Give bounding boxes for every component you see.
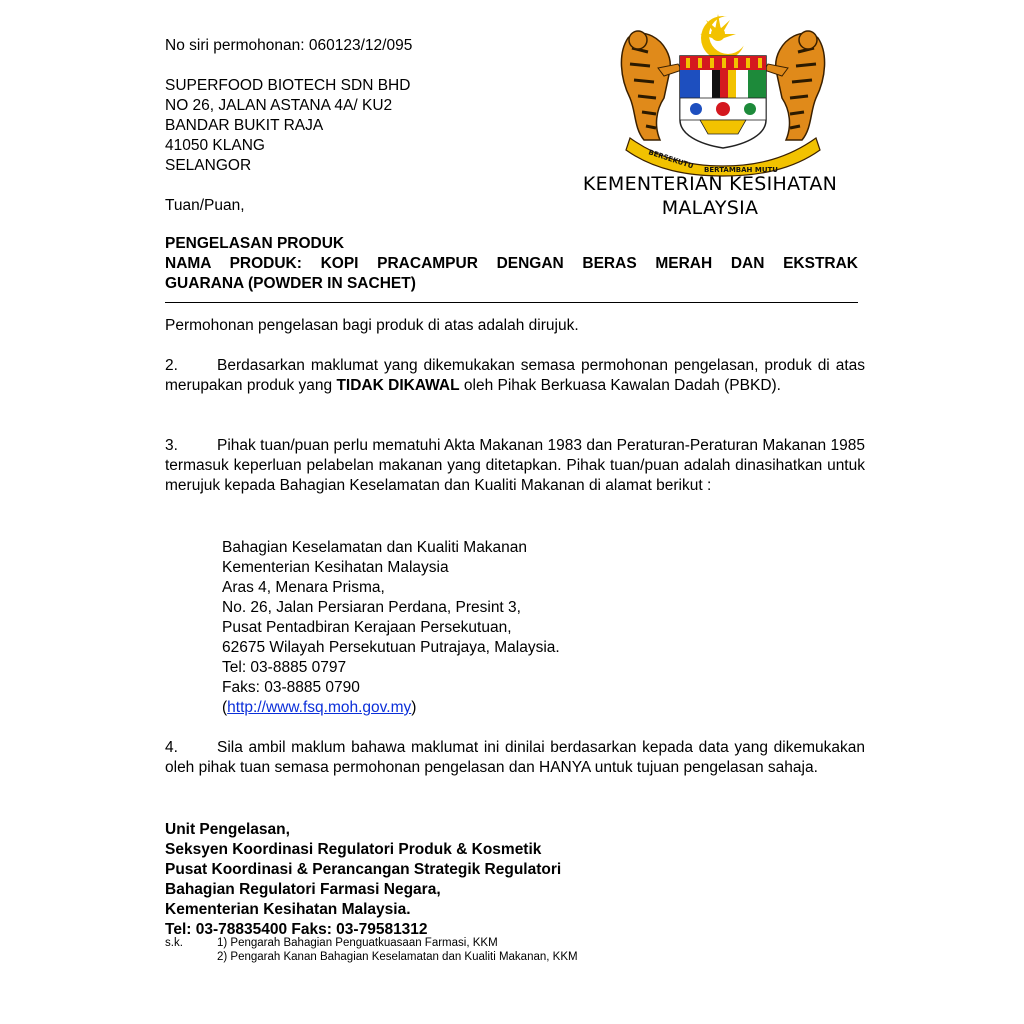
fsq-address-line: No. 26, Jalan Persiaran Perdana, Presint 3, (222, 599, 521, 616)
fsq-address-block (222, 538, 560, 718)
application-serial-number: No siri permohonan: 060123/12/095 (165, 37, 413, 54)
subject-line: PENGELASAN PRODUK (165, 235, 345, 252)
cc-item: 2) Pengarah Kanan Bahagian Keselamatan dan Kualiti Makanan, KKM (217, 951, 578, 963)
paren-close: ) (411, 699, 417, 716)
fsq-address-line: 62675 Wilayah Persekutuan Putrajaya, Malaysia. (222, 639, 560, 656)
crest-motto-right: BERTAMBAH MUTU (704, 166, 778, 174)
crest-motto-left: BERSEKUTU (647, 148, 695, 171)
signature-block (165, 820, 561, 940)
paragraph-2 (165, 356, 865, 396)
paragraph-1: Permohonan pengelasan bagi produk di atas adalah dirujuk. (165, 317, 579, 334)
cc-label: s.k. (165, 937, 183, 949)
fsq-address-line: Aras 4, Menara Prisma, (222, 579, 385, 596)
recipient-address (165, 76, 410, 176)
address-line: 41050 KLANG (165, 137, 265, 154)
signature-line: Seksyen Koordinasi Regulatori Produk & Kosmetik (165, 841, 542, 858)
ministry-name-line: KEMENTERIAN KESIHATAN (582, 173, 838, 195)
ministry-name (560, 172, 860, 220)
malaysia-coat-of-arms-logo (608, 8, 838, 178)
paragraph-text: Berdasarkan maklumat yang dikemukakan semasa permohonan pengelasan, produk di atas merupakan produk yang (165, 357, 865, 394)
address-line: BANDAR BUKIT RAJA (165, 117, 324, 134)
carbon-copy-list (165, 936, 578, 964)
paren-open: ( (222, 699, 228, 716)
address-line: SUPERFOOD BIOTECH SDN BHD (165, 77, 411, 94)
fsq-address-line: Bahagian Keselamatan dan Kualiti Makanan (222, 539, 528, 556)
crescent-star-icon (700, 14, 747, 60)
signature-contact: Tel: 03-78835400 Faks: 03-79581312 (165, 921, 428, 938)
subject-heading (165, 234, 858, 294)
subject-line: NAMA PRODUK: KOPI PRACAMPUR DENGAN BERAS MERAH DAN EKSTRAK (165, 255, 858, 272)
ministry-name-line: MALAYSIA (661, 197, 759, 219)
tiger-right-icon (764, 31, 825, 140)
subject-line: GUARANA (POWDER IN SACHET) (165, 275, 416, 292)
paragraph-text: Sila ambil maklum bahawa maklumat ini dinilai berdasarkan kepada data yang dikemukakan oleh pihak tuan semasa permohonan pengelasan dan HANYA untuk tujuan pengelasan sahaja. (165, 739, 865, 776)
paragraph-number: 4. (165, 739, 178, 756)
signature-line: Bahagian Regulatori Farmasi Negara, (165, 881, 441, 898)
paragraph-number: 3. (165, 437, 178, 454)
fsq-fax: Faks: 03-8885 0790 (222, 679, 360, 696)
subject-divider (165, 302, 858, 303)
fsq-telephone: Tel: 03-8885 0797 (222, 659, 347, 676)
paragraph-text: oleh Pihak Berkuasa Kawalan Dadah (PBKD). (459, 377, 781, 394)
fsq-website-link[interactable]: http://www.fsq.moh.gov.my (227, 699, 412, 716)
paragraph-text: Pihak tuan/puan perlu mematuhi Akta Makanan 1983 dan Peraturan-Peraturan Makanan 1985 termasuk keperluan pelabelan makanan yang ditetapkan. Pihak tuan/puan adalah dinasihatkan untuk merujuk kepada Bahagian Keselamatan dan Kualiti Makanan di alamat berikut : (165, 437, 865, 494)
fsq-address-line: Kementerian Kesihatan Malaysia (222, 559, 449, 576)
salutation: Tuan/Puan, (165, 197, 245, 214)
status-not-controlled: TIDAK DIKAWAL (336, 377, 460, 394)
signature-line: Pusat Koordinasi & Perancangan Strategik Regulatori (165, 861, 562, 878)
signature-line: Unit Pengelasan, (165, 821, 290, 838)
signature-line: Kementerian Kesihatan Malaysia. (165, 901, 411, 918)
fsq-address-line: Pusat Pentadbiran Kerajaan Persekutuan, (222, 619, 512, 636)
address-line: SELANGOR (165, 157, 252, 174)
paragraph-3 (165, 436, 865, 496)
shield-icon (680, 56, 766, 148)
paragraph-number: 2. (165, 357, 178, 374)
cc-item: 1) Pengarah Bahagian Penguatkuasaan Farmasi, KKM (217, 937, 498, 949)
address-line: NO 26, JALAN ASTANA 4A/ KU2 (165, 97, 393, 114)
fsq-website (222, 698, 560, 718)
tiger-left-icon (621, 31, 682, 140)
paragraph-4 (165, 738, 865, 778)
